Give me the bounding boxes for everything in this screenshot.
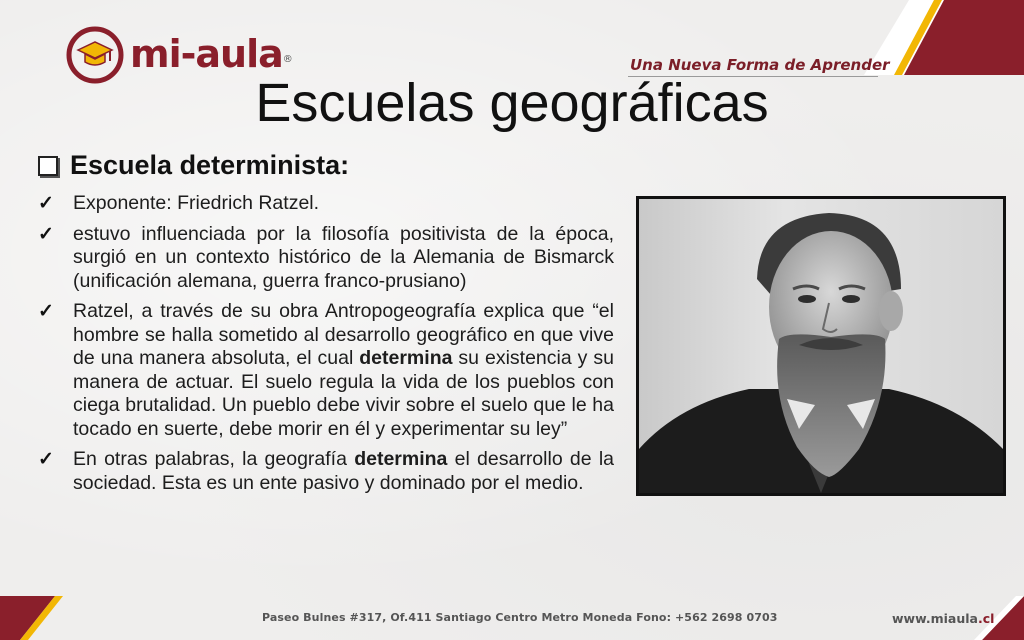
list-item — [38, 300, 614, 441]
portrait-figure — [639, 199, 1003, 493]
logo-text: mi-aula® — [130, 32, 292, 76]
footer-address: Paseo Bulnes #317, Of.411 Santiago Centro Metro Moneda Fono: +562 2698 0703 — [262, 611, 778, 624]
website-main: www.miaula — [892, 611, 978, 626]
checkbox-square-icon — [38, 156, 58, 176]
tagline: Una Nueva Forma de Aprender — [630, 56, 890, 74]
bullet-text-pre: En otras palabras, la geografía — [73, 448, 355, 470]
bullet-text: Exponente: Friedrich Ratzel. — [73, 192, 320, 214]
list-item — [38, 192, 614, 216]
bullet-text-pre: Ratzel, a través de su obra Antropogeografía explica que “el hombre se halla sometido al desarrollo geográfico en que vive de una manera absoluta, el cual — [73, 300, 614, 369]
check-icon: ✓ — [38, 449, 54, 470]
check-icon: ✓ — [38, 193, 54, 214]
emphasis-word: determina — [354, 448, 448, 470]
list-item — [38, 223, 614, 294]
bullet-list — [38, 192, 614, 502]
slide-title: Escuelas geográficas — [255, 73, 769, 133]
corner-decoration-bottom-left — [0, 596, 80, 640]
bullet-text: estuvo influenciada por la filosofía positivista de la época, surgió en un contexto histórico de la Alemania de Bismarck (unificación alemana, guerra franco-prusiano) — [73, 222, 614, 292]
check-icon: ✓ — [38, 223, 54, 245]
emphasis-word: determina — [359, 347, 453, 369]
section-heading — [38, 150, 349, 181]
check-icon: ✓ — [38, 301, 54, 322]
section-heading-label: Escuela determinista: — [70, 150, 350, 180]
website-tld: .cl — [977, 611, 995, 626]
bullet-text-post: el desarrollo de la sociedad. Esta es un ente pasivo y dominado por el medio. — [73, 448, 615, 494]
footer-website-link[interactable] — [892, 611, 994, 626]
portrait-image — [636, 196, 1006, 496]
bullet-text-post: su existencia y su manera de actuar. El suelo regula la vida de los pueblos con ciega brutalidad. Un pueblo debe vivir sobre el suelo que le ha tocado en suerte, debe morir en él y experimentar su ley” — [73, 347, 614, 440]
list-item — [38, 448, 614, 495]
